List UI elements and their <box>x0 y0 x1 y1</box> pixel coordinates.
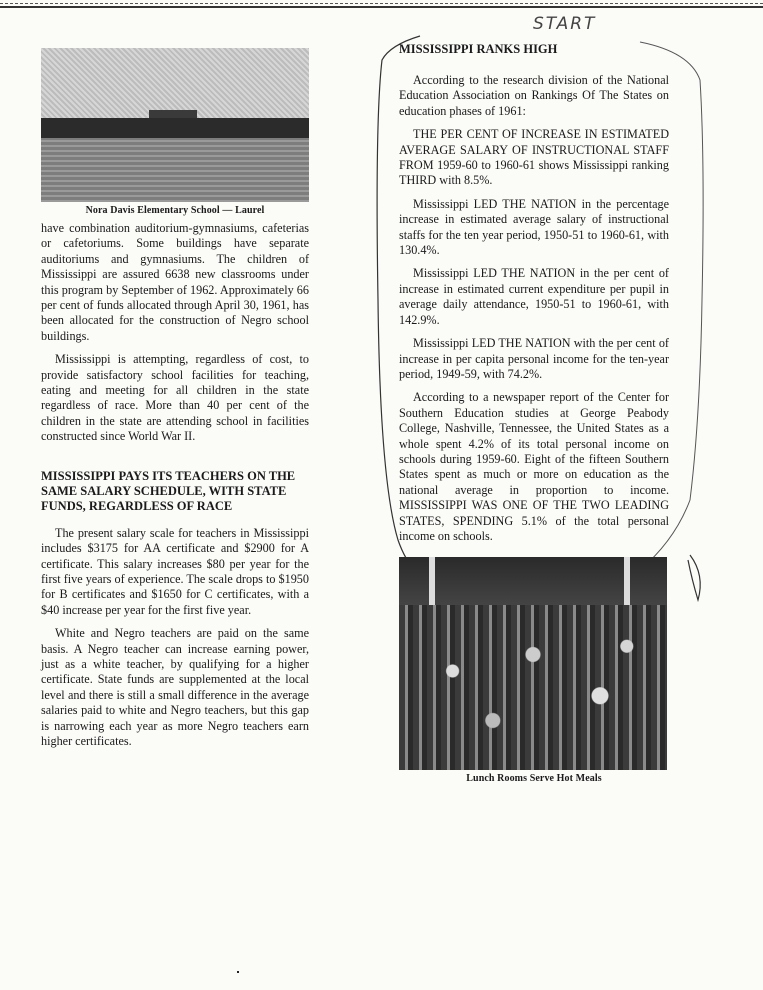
left-paragraph-1: have combination auditorium-gymnasiums, cafeterias or cafetoriums. Some buildings have separate auditoriums and gymnasiums. The children of Mississippi are assured 6638 new classrooms under this program by September of 1962. Approximately 66 per cent of funds allocated through April 30, 1961, has been allocated for the construction of Negro school buildings. <box>41 221 309 343</box>
school-building-photo <box>41 48 309 202</box>
right-paragraph-5: Mississippi LED THE NATION with the per cent of increase in per capita personal income for the ten-year period, 1949-59, with 74.2%. <box>399 336 669 381</box>
right-column <box>399 42 669 784</box>
right-paragraph-2: THE PER CENT OF INCREASE IN ESTIMATED AVERAGE SALARY OF INSTRUCTIONAL STAFF FROM 1959-60 to 1960-61 shows Mississippi ranking THIRD with 8.5%. <box>399 127 669 188</box>
right-paragraph-4: Mississippi LED THE NATION in the per cent of increase in estimated current expenditure per pupil in average daily attendance, 1950-51 to 1960-61, with 142.9%. <box>399 266 669 327</box>
lunch-photo-caption: Lunch Rooms Serve Hot Meals <box>466 773 602 785</box>
right-paragraph-3: Mississippi LED THE NATION in the percentage increase in estimated average salary of instructional staffs for the ten year period, 1950-51 to 1960-61, with 130.4%. <box>399 196 669 258</box>
left-paragraph-3: The present salary scale for teachers in Mississippi includes $3175 for AA certificate and $2900 for A certificate. This salary increases $80 per year for the first five years of experience. The scale drops to $1950 for B certificates and $1650 for C certificates, with a $40 increase per year for the first five year. <box>41 525 309 617</box>
ranks-high-heading: MISSISSIPPI RANKS HIGH <box>399 42 558 56</box>
left-paragraph-4: White and Negro teachers are paid on the same basis. A Negro teacher can increase earning power, just as a white teacher, by qualifying for a higher certificate. State funds are supplemented at the local level and there is still a small difference in the average salaries paid to white and Negro teachers, but this gap is narrowing each year as more Negro teachers earn higher certificates. <box>41 626 309 748</box>
left-paragraph-2: Mississippi is attempting, regardless of cost, to provide satisfactory school facilities for teaching, eating and meeting for all children in the state regardless of race. More than 40 per cent of the children in the state are attending school in facilities constructed since World War II. <box>41 352 309 444</box>
page-speck <box>237 971 239 973</box>
handwritten-start-note: START <box>533 14 597 34</box>
lunch-room-photo <box>399 557 667 770</box>
right-paragraph-1: According to the research division of the National Education Association on Rankings Of The States on education phases of 1961: <box>399 73 669 118</box>
salary-schedule-heading: MISSISSIPPI PAYS ITS TEACHERS ON THE SAME SALARY SCHEDULE, WITH STATE FUNDS, REGARDLESS OF RACE <box>41 468 296 513</box>
right-paragraph-6: According to a newspaper report of the Center for Southern Education studies at George Peabody College, Nashville, Tennessee, the United States as a whole spent 4.2% of its total personal income on schools during 1959-60. Eight of the fifteen Southern States spent as much or more on education as the national average in proportion to income. MISSISSIPPI WAS ONE OF THE TWO LEADING STATES, SPENDING 5.1% of the total personal income on schools. <box>399 390 669 543</box>
school-photo-caption: Nora Davis Elementary School — Laurel <box>85 205 265 216</box>
left-column <box>41 48 309 749</box>
